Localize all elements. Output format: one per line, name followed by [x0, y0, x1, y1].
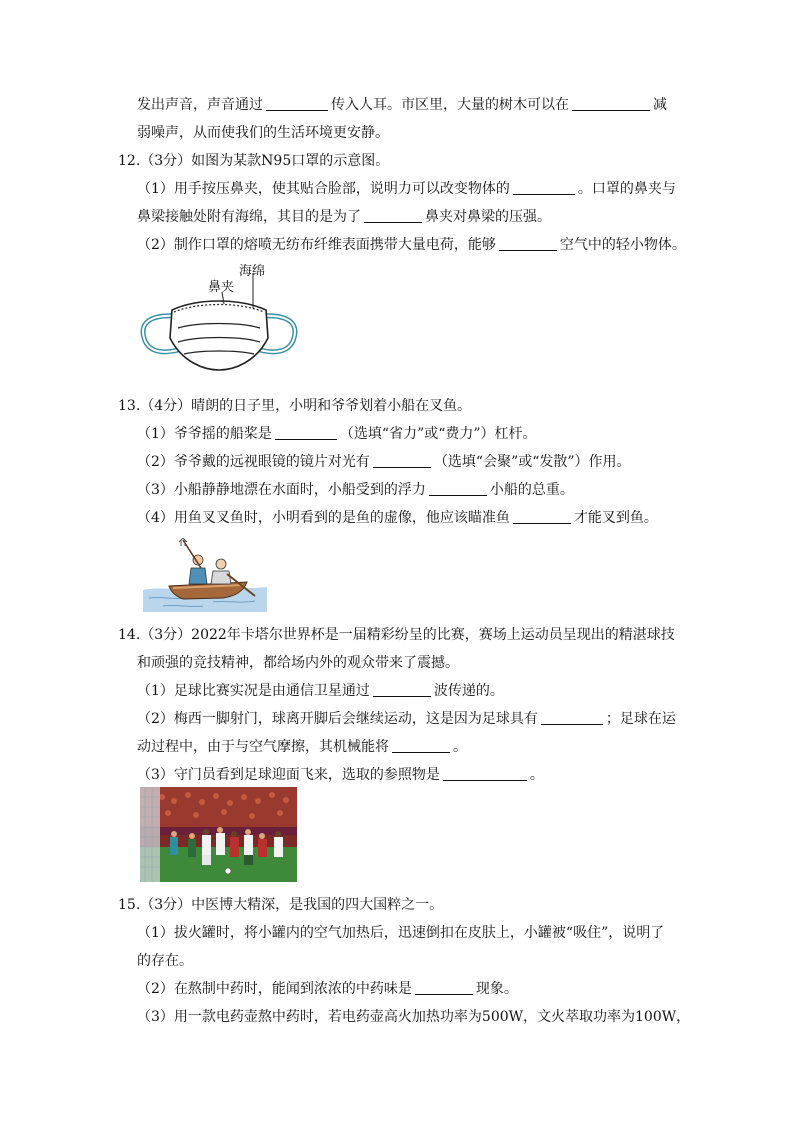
- q15-part-3: （3）用一款电药壶熬中药时，若电药壶高火加热功率为500W，文火萃取功率为100W，: [137, 1009, 691, 1025]
- answer-blank[interactable]: [499, 236, 557, 251]
- q14-part-2-cont: [137, 737, 467, 757]
- q11-line-2: 弱噪声，从而使我们的生活环境更安静。: [137, 125, 389, 141]
- boat-fishing-figure: [143, 538, 267, 612]
- football-photo-illustration: [140, 787, 297, 882]
- n95-mask-figure: [138, 258, 300, 376]
- text: （2）爷爷戴的远视眼镜的镜片对光有: [137, 454, 370, 470]
- text: ；足球在运: [605, 711, 676, 727]
- text: （1）爷爷摇的船桨是: [137, 426, 272, 442]
- q11-line-1: [137, 95, 667, 115]
- q13-part-2: [137, 452, 631, 472]
- text: 。: [529, 767, 544, 783]
- q12-part-2: [137, 235, 686, 255]
- text: （4）用鱼叉叉鱼时，小明看到的是鱼的虚像，他应该瞄准鱼: [137, 510, 510, 526]
- answer-blank[interactable]: [275, 425, 337, 440]
- q13-part-3: [137, 480, 574, 500]
- label-nose-clip: 鼻夹: [208, 280, 235, 295]
- text: 波传递的。: [433, 683, 504, 699]
- answer-blank[interactable]: [429, 481, 487, 496]
- text: （2）在熬制中药时，能闻到浓浓的中药味是: [137, 981, 412, 997]
- q13-part-4: [137, 508, 658, 528]
- q14-stem-line-1: 14.（3分）2022年卡塔尔世界杯是一届精彩纷呈的比赛，赛场上运动员呈现出的精湛球技: [118, 627, 675, 643]
- answer-blank[interactable]: [266, 96, 328, 111]
- answer-blank[interactable]: [443, 766, 527, 781]
- answer-blank[interactable]: [373, 453, 431, 468]
- answer-blank[interactable]: [364, 208, 422, 223]
- q14-part-2: [137, 709, 676, 729]
- q13-part-1: [137, 424, 537, 444]
- football-match-photo: [140, 787, 297, 882]
- text: 减: [653, 97, 667, 113]
- text: 才能叉到鱼。: [573, 510, 658, 526]
- q14-part-1: [137, 681, 504, 701]
- q14-part-3: [137, 765, 544, 785]
- answer-blank[interactable]: [392, 738, 450, 753]
- q15-part-1-cont: 的存在。: [137, 953, 193, 969]
- answer-blank[interactable]: [513, 509, 571, 524]
- text: 发出声音，声音通过: [137, 97, 263, 113]
- text: 。口罩的鼻夹与: [577, 181, 676, 197]
- answer-blank[interactable]: [373, 682, 431, 697]
- text: （3）小船静静地漂在水面时，小船受到的浮力: [137, 482, 426, 498]
- text: （选填“省力”或“费力”）杠杆。: [339, 426, 537, 442]
- text: （2）梅西一脚射门，球离开脚后会继续运动，这是因为足球具有: [137, 711, 538, 727]
- answer-blank[interactable]: [572, 96, 650, 111]
- q15-part-1: （1）拔火罐时，将小罐内的空气加热后，迅速倒扣在皮肤上，小罐被“吸住”，说明了: [137, 925, 665, 941]
- q12-stem: 12.（3分）如图为某款N95口罩的示意图。: [118, 153, 390, 169]
- text: 空气中的轻小物体。: [559, 237, 686, 253]
- q14-stem-line-2: 和顽强的竞技精神，都给场内外的观众带来了震撼。: [137, 655, 459, 671]
- text: 鼻梁接触处附有海绵，其目的是为了: [137, 209, 361, 225]
- text: 现象。: [475, 981, 518, 997]
- text: （3）守门员看到足球迎面飞来，选取的参照物是: [137, 767, 440, 783]
- boat-illustration: [143, 538, 267, 612]
- answer-blank[interactable]: [541, 710, 603, 725]
- text: （2）制作口罩的熔喷无纺布纤维表面携带大量电荷，能够: [137, 237, 496, 253]
- text: 动过程中，由于与空气摩擦，其机械能将: [137, 739, 389, 755]
- q15-part-2: [137, 979, 518, 999]
- q13-stem: 13.（4分）晴朗的日子里，小明和爷爷划着小船在叉鱼。: [118, 398, 472, 414]
- text: 。: [453, 739, 467, 755]
- text: （选填“会聚”或“发散”）作用。: [433, 454, 631, 470]
- text: （1）足球比赛实况是由通信卫星通过: [137, 683, 370, 699]
- text: （1）用手按压鼻夹，使其贴合脸部，说明力可以改变物体的: [137, 181, 510, 197]
- answer-blank[interactable]: [415, 980, 473, 995]
- answer-blank[interactable]: [513, 180, 575, 195]
- text: 小船的总重。: [489, 482, 574, 498]
- q15-stem: 15.（3分）中医博大精深，是我国的四大国粹之一。: [118, 897, 444, 913]
- q12-part-1: [137, 179, 676, 199]
- text: 鼻夹对鼻梁的压强。: [425, 209, 551, 225]
- label-sponge: 海绵: [239, 264, 266, 279]
- text: 传入人耳。市区里，大量的树木可以在: [331, 97, 569, 113]
- q12-part-1-cont: [137, 207, 551, 227]
